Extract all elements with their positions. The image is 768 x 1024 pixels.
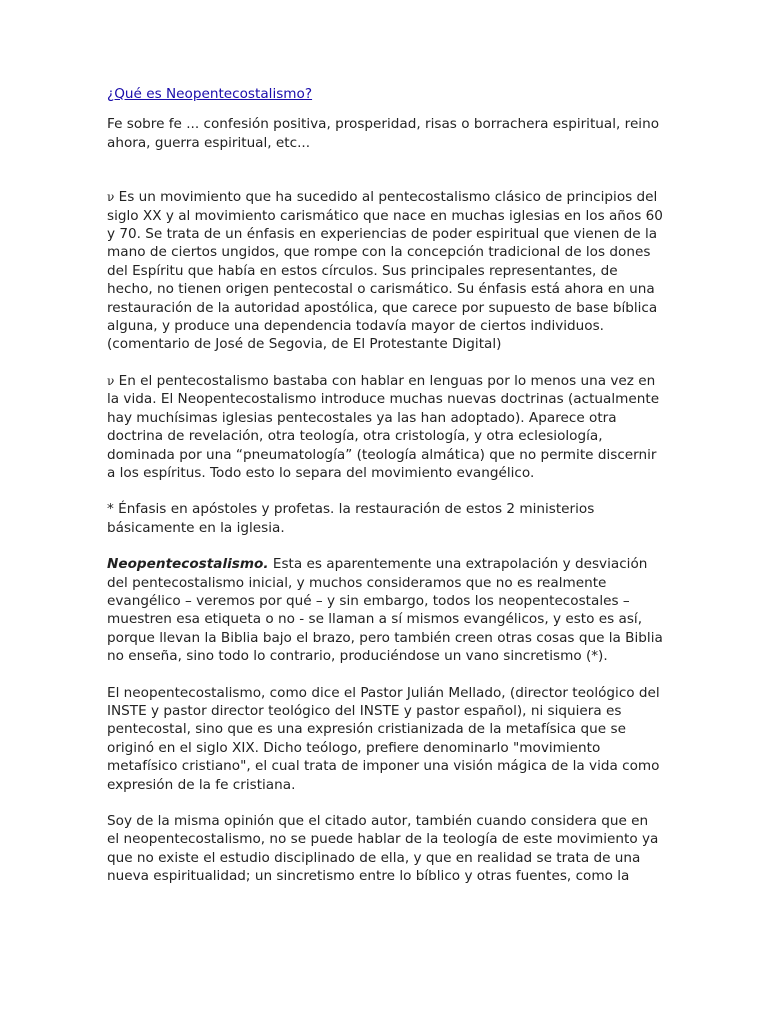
bullet-symbol-2: ν bbox=[107, 373, 115, 388]
paragraph-4-text: Esta es aparentemente una extrapolación y desviación del pentecostalismo inicial, y muchos consideramos que no es realmente evangélico – veremos por qué – y sin embargo, todos los neopentecostales – muestren esa etiqueta o no - se llaman a sí mismos evangélicos, y esto es así, porque llevan la Biblia bajo el brazo, pero también creen otras cosas que la Biblia no enseña, sino todo lo contrario, produciéndose un vano sincretismo (*). bbox=[107, 556, 663, 665]
paragraph-5: El neopentecostalismo, como dice el Pastor Julián Mellado, (director teológico del INSTE y pastor director teológico del INSTE y pastor español), ni siquiera es pentecostal, sino que es una expresión cristianizada de la metafísica que se originó en el siglo XIX. Dicho teólogo, prefiere denominarlo "movimiento metafísico cristiano", el cual trata de imponer una visión mágica de la vida como expresión de la fe cristiana. bbox=[107, 684, 660, 793]
paragraph-4-term: Neopentecostalismo. bbox=[107, 556, 269, 573]
title-link[interactable]: ¿Qué es Neopentecostalismo? bbox=[107, 86, 313, 102]
paragraph-2-text: En el pentecostalismo bastaba con hablar en lenguas por lo menos una vez en la vida. El Neopentecostalismo introduce muchas nuevas doctrinas (actualmente hay muchísimas iglesias pentecostales ya las han adoptado). Aparece otra doctrina de revelación, otra teología, otra cristología, y otra eclesiología, dominada por una “pneumatología” (teología almática) que no permite discernir a los espíritus. Todo esto lo separa del movimiento evangélico. bbox=[107, 372, 660, 481]
paragraph-3: * Énfasis en apóstoles y profetas. la restauración de estos 2 ministerios básicamente en la iglesia. bbox=[107, 501, 595, 536]
paragraph-2 bbox=[107, 372, 663, 482]
paragraph-1-text: Es un movimiento que ha sucedido al pentecostalismo clásico de principios del siglo XX y al movimiento carismático que nace en muchas iglesias en los años 60 y 70. Se trata de un énfasis en experiencias de poder espiritual que vienen de la mano de ciertos ungidos, que rompe con la concepción tradicional de los dones del Espíritu que había en estos círculos. Sus principales representantes, de hecho, no tienen origen pentecostal o carismático. Su énfasis está ahora en una restauración de la autoridad apostólica, que carece por supuesto de base bíblica alguna, y produce una dependencia todavía mayor de ciertos individuos. (comentario de José de Segovia, de El Protestante Digital) bbox=[107, 189, 663, 353]
paragraph-6: Soy de la misma opinión que el citado autor, también cuando considera que en el neopentecostalismo, no se puede hablar de la teología de este movimiento ya que no existe el estudio disciplinado de ella, y que en realidad se trata de una nueva espiritualidad; un sincretismo entre lo bíblico y otras fuentes, como la bbox=[107, 813, 659, 885]
document-page bbox=[107, 85, 663, 904]
paragraph-1 bbox=[107, 188, 663, 354]
bullet-symbol-1: ν bbox=[107, 190, 115, 205]
paragraph-4 bbox=[107, 555, 663, 665]
subtitle: Fe sobre fe ... confesión positiva, prosperidad, risas o borrachera espiritual, reino ahora, guerra espiritual, etc... bbox=[107, 116, 660, 151]
